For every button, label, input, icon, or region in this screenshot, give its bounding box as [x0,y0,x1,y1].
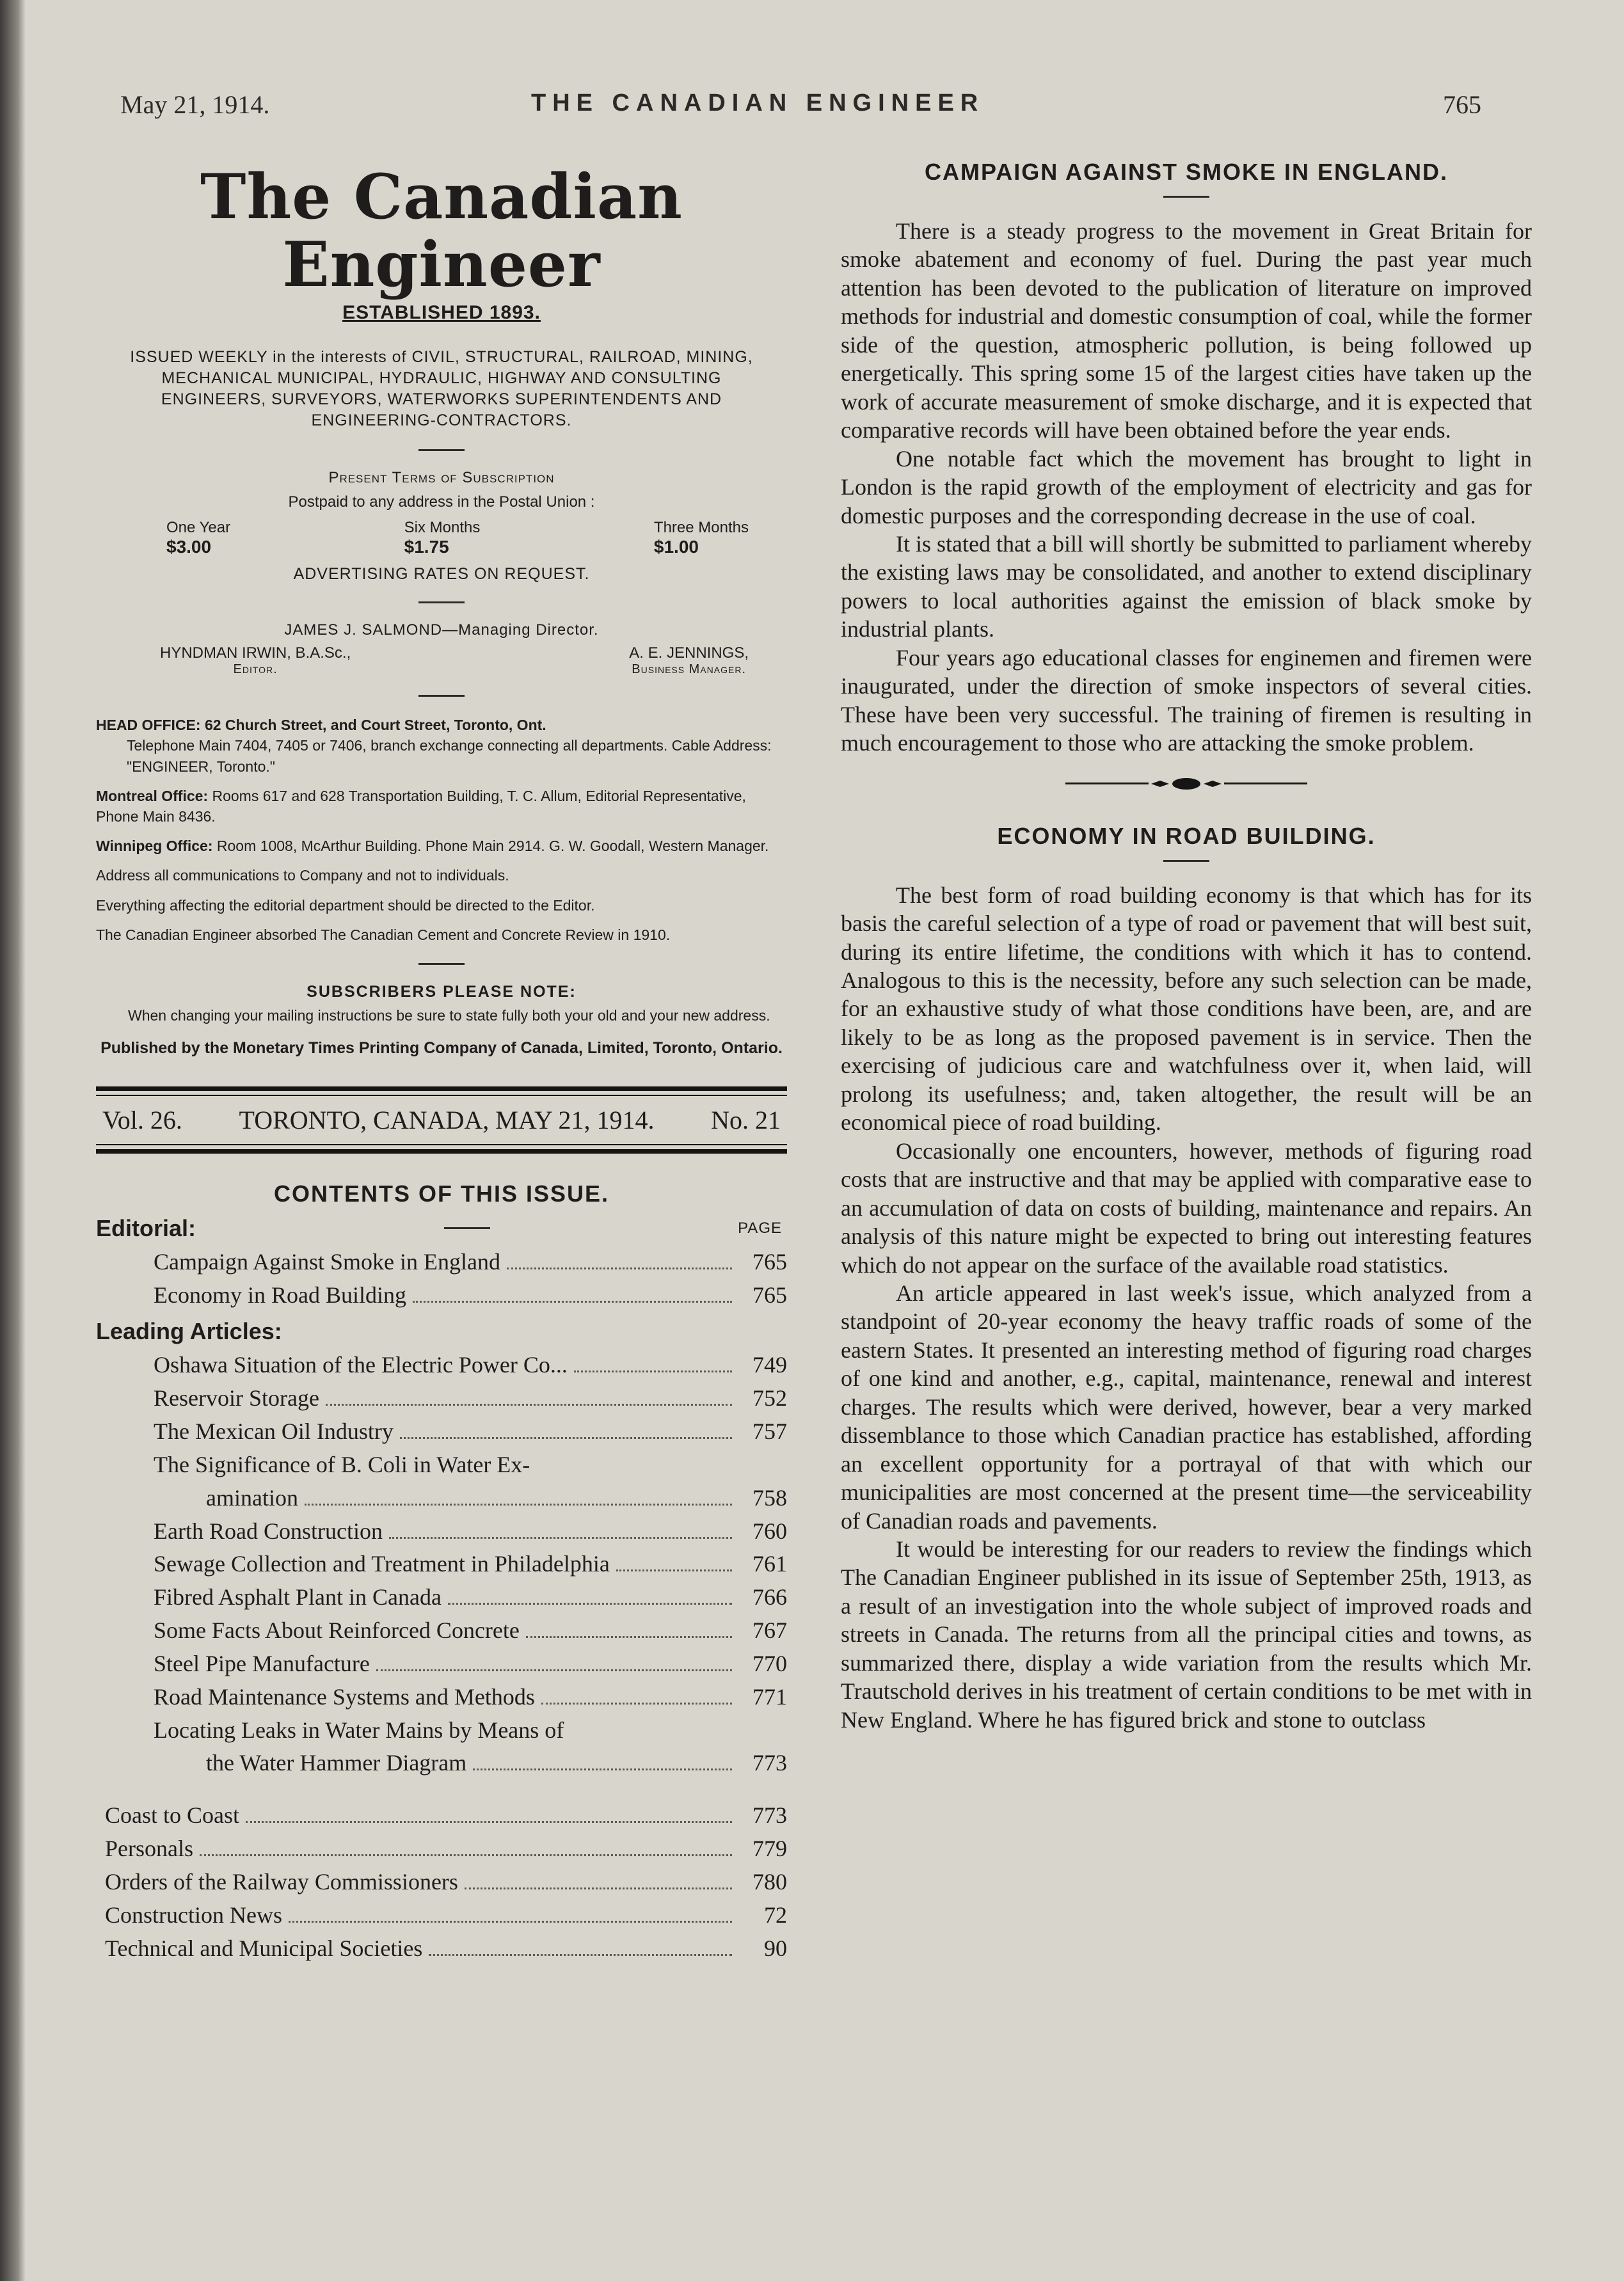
subscription-heading: Present Terms of Subscription [328,469,555,487]
contents-entry [96,1866,787,1899]
ornament-icon [1151,777,1222,791]
contents-entry-page: 765 [752,1282,787,1308]
contents-entry-title-continued: amination [206,1484,298,1511]
page-number: 765 [1443,90,1481,119]
contents-entry-title-continued: the Water Hammer Diagram [206,1750,467,1776]
contents-entry [96,1349,787,1382]
price-label: Six Months [404,519,481,537]
divider [418,449,465,451]
contents-entry [96,1548,787,1581]
paragraph: Occasionally one encounters, however, methods of figuring road costs that are instructive and that may be applied with comparative ease to an accumulation of data on costs of building, maintenance and repairs. An analysis of this nature might be expected to bring out interesting features which do not appear on the surface of the available road statistics. [841,1138,1532,1278]
thin-rule [96,1144,787,1145]
contents-entry-title: Earth Road Construction [154,1518,383,1544]
place-date: TORONTO, CANADA, MAY 21, 1914. [239,1105,655,1134]
contents-entry-page: 771 [752,1683,787,1710]
smoke-article-body [841,217,1532,758]
head-office [96,715,787,777]
editor-role: Editor. [233,662,278,677]
contents-entry-title: Sewage Collection and Treatment in Philadelphia [154,1551,610,1577]
contents-heading: CONTENTS OF THIS ISSUE. [273,1180,610,1207]
winnipeg-office-label: Winnipeg Office: [96,838,213,855]
volume-number: Vol. 26. [102,1105,182,1134]
contents-entry-title: Oshawa Situation of the Electric Power Co... [154,1352,568,1378]
contents-entry-page: 90 [764,1935,787,1961]
contents-entry-page: 758 [752,1484,787,1511]
leading-articles-label: Leading Articles: [96,1318,282,1345]
contents-entry-title: Reservoir Storage [154,1385,319,1411]
contents-entry-title: Steel Pipe Manufacture [154,1650,370,1676]
issued-statement: ISSUED WEEKLY in the interests of CIVIL, STRUCTURAL, RAILROAD, MINING, MECHANICAL MUNICIPAL, HYDRAULIC, HIGHWAY AND CONSULTING ENGINEERS, SURVEYORS, WATERWORKS SUPERINTENDENTS AND ENGINEERING-CONTRACTORS. [130,348,753,430]
contents-entry-page: 72 [764,1902,787,1928]
contents-entry [96,1449,787,1515]
road-article-body [841,881,1532,1735]
contents-entry-title: Construction News [105,1902,282,1928]
absorbed-note: The Canadian Engineer absorbed The Canadian Cement and Concrete Review in 1910. [96,926,671,943]
contents-entry-page: 770 [752,1650,787,1676]
contents-entry-page: 752 [752,1385,787,1411]
montreal-office [96,786,787,827]
volume-line [96,1105,787,1135]
contents-entry [96,1415,787,1449]
editorial-section-header [96,1215,787,1242]
contents-entry-title: Some Facts About Reinforced Concrete [154,1617,520,1644]
contents-entry [96,1648,787,1681]
contents-entry [96,1515,787,1548]
smoke-article-heading: CAMPAIGN AGAINST SMOKE IN ENGLAND. [924,159,1448,185]
head-office-address: 62 Church Street, and Court Street, Toronto, Ont. [204,717,546,734]
contents-entry-page: 773 [752,1750,787,1776]
paragraph: An article appeared in last week's issue, which analyzed from a standpoint of 20-year economy the heavy traffic roads of some of the eastern States. It presented an interesting method of figuring road charges of one kind and another, e.g., capital, maintenance, renewal and interest charges. The results which were derived, however, bear a very marked dissemblance to those which Canadian practice has established, affording an excellent opportunity for a portrayal of that with which our municipalities are most concerned at the present time—the serviceability of Canadian roads and pavements. [841,1280,1532,1534]
price-amount: $3.00 [166,537,212,557]
contents-entry [96,1246,787,1279]
staff-row [96,644,787,677]
price-one-year [166,519,230,557]
paragraph: It is stated that a bill will shortly be submitted to parliament whereby the existing laws may be consolidated, and another to extend disciplinary powers to local authorities against the emission of black smoke by industrial plants. [841,530,1532,642]
left-column [96,163,787,1971]
editor [160,644,351,677]
business-manager-role: Business Manager. [632,662,746,677]
divider [1163,196,1209,198]
paragraph: Four years ago educational classes for enginemen and firemen were inaugurated, under the direction of smoke inspectors of several cities. These have been very successful. The training of firemen is resulting in much encouragement to those who are attacking the smoke problem. [841,644,1532,756]
business-manager [629,644,749,677]
montreal-office-text: Rooms 617 and 628 Transportation Building, T. C. Allum, Editorial Representative, Phone Main 8436. [96,787,746,825]
price-label: Three Months [653,519,749,537]
road-article-heading: ECONOMY IN ROAD BUILDING. [997,822,1376,849]
editor-name: HYNDMAN IRWIN, B.A.Sc., [160,644,351,662]
contents-entry-page: 773 [752,1802,787,1829]
managing-director: JAMES J. SALMOND—Managing Director. [284,621,599,639]
masthead-title: The Canadian Engineer [200,161,683,301]
contents-entry-title: Personals [105,1836,193,1862]
contents-entry [96,1614,787,1648]
contents-entry-title: Fibred Asphalt Plant in Canada [154,1584,442,1610]
heavy-rule [96,1149,787,1154]
head-office-label: HEAD OFFICE: [96,717,201,734]
binding-gutter [0,0,26,2281]
offices-block [96,715,787,945]
divider [418,963,465,965]
price-label: One Year [166,519,231,537]
contents-entry-title: Locating Leaks in Water Mains by Means of [154,1717,564,1743]
paragraph: There is a steady progress to the movement in Great Britain for smoke abatement and economy of fuel. During the past year much attention has been devoted to the publication of literature on improved methods for industrial and domestic consumption of coal, while the former side of the question, atmospheric pollution, is being followed up energetically. This spring some 15 of the largest cities have taken up the work of accurate measurement of smoke discharge, and it is expected that comparative records will have been obtained before the year ends. [841,218,1532,443]
editorial-label: Editorial: [96,1214,196,1241]
contents-entry [96,1714,787,1781]
contents-entry [96,1581,787,1614]
departments-list [96,1799,787,1965]
table-of-contents [96,1180,787,1966]
contents-entry-title: Road Maintenance Systems and Methods [154,1683,535,1710]
subscribers-block [96,983,787,1061]
contents-entry [96,1832,787,1866]
contents-entry [96,1382,787,1415]
contents-entry-page: 779 [752,1836,787,1862]
price-amount: $1.75 [404,537,449,557]
contents-entry [96,1932,787,1966]
contents-entry-title: Orders of the Railway Commissioners [105,1868,458,1895]
divider [1163,860,1209,862]
running-head-date: May 21, 1914. [120,90,270,119]
running-head-journal: THE CANADIAN ENGINEER [531,90,985,116]
contents-entry [96,1279,787,1312]
paragraph: One notable fact which the movement has brought to light in London is the rapid growth of the employment of electricity and gas for domestic purposes and the corresponding decrease in the use of coal. [841,445,1532,529]
head-office-telephone: Telephone Main 7404, 7405 or 7406, branch exchange connecting all departments. Cable Address: "ENGINEER, Toronto." [127,737,772,775]
section-ornament [841,777,1532,791]
contents-entry-title: Economy in Road Building [154,1282,406,1308]
paragraph: It would be interesting for our readers to review the findings which The Canadian Engineer published in its issue of September 25th, 1913, as a result of an investigation into the whole subject of improved roads and streets in Canada. The returns from all the principal cities and towns, as summarized there, display a wide variation from the results which Mr. Trautschold derives in his treatment of certain conditions to be met with in New England. Where he has figured brick and stone to outclass [841,1536,1532,1733]
divider [418,695,465,697]
contents-entry [96,1899,787,1932]
contents-entry-title: The Significance of B. Coli in Water Ex- [154,1451,530,1477]
price-amount: $1.00 [653,537,699,557]
price-six-months [404,519,481,557]
contents-entry-title: The Mexican Oil Industry [154,1419,394,1445]
postpaid-note: Postpaid to any address in the Postal Union : [288,493,595,511]
established-line: ESTABLISHED 1893. [342,302,541,324]
contents-entry-page: 749 [752,1352,787,1378]
contents-entry-page: 780 [752,1868,787,1895]
winnipeg-office-text: Room 1008, McArthur Building. Phone Main 2914. G. W. Goodall, Western Manager. [216,838,769,855]
editorial-note: Everything affecting the editorial department should be directed to the Editor. [96,896,595,914]
contents-entry-page: 761 [752,1551,787,1577]
address-note: Address all communications to Company and not to individuals. [96,867,509,884]
divider [444,1227,490,1229]
subscribers-heading: SUBSCRIBERS PLEASE NOTE: [306,982,577,1001]
heavy-rule [96,1086,787,1091]
contents-entry [96,1799,787,1832]
subscribers-text: When changing your mailing instructions be sure to state fully both your old and your new address. [128,1006,770,1024]
paragraph: The best form of road building economy is that which has for its basis the careful selection of a type of road or pavement that will best suit, during its entire lifetime, the conditions with which it has to contend. Analogous to this is the necessity, before any such selection can be made, for an exhaustive study of what those conditions have been, are, and are likely to be as long as the proposed pavement is in service. Then the exercising of judicious care and watchfulness over it, when laid, will prolong its usefulness; and, taken altogether, the result will be an economical piece of road building. [841,882,1532,1136]
staff-block [96,621,787,677]
price-three-months [654,519,749,557]
contents-entry-title: Campaign Against Smoke in England [154,1248,500,1275]
contents-entry-title: Coast to Coast [105,1802,240,1829]
divider [418,601,465,603]
contents-entry-page: 765 [752,1248,787,1275]
contents-entry [96,1681,787,1714]
advertising-note: ADVERTISING RATES ON REQUEST. [293,565,590,584]
montreal-office-label: Montreal Office: [96,787,209,804]
contents-entry-page: 767 [752,1617,787,1644]
contents-entry-page: 766 [752,1584,787,1610]
contents-entry-title: Technical and Municipal Societies [105,1935,423,1961]
price-table [96,519,787,557]
thin-rule [96,1095,787,1096]
contents-entry-page: 760 [752,1518,787,1544]
page-column-label: PAGE [738,1219,782,1237]
publisher-line: Published by the Monetary Times Printing Company of Canada, Limited, Toronto, Ontario. [100,1039,783,1058]
contents-entry-page: 757 [752,1419,787,1445]
right-column [841,159,1532,1734]
subscription-block [96,469,787,584]
issue-number: No. 21 [711,1105,781,1134]
leading-articles-list [96,1349,787,1780]
editorial-list [96,1246,787,1312]
winnipeg-office [96,836,787,856]
leading-section-header [96,1318,787,1345]
business-manager-name: A. E. JENNINGS, [629,644,749,662]
